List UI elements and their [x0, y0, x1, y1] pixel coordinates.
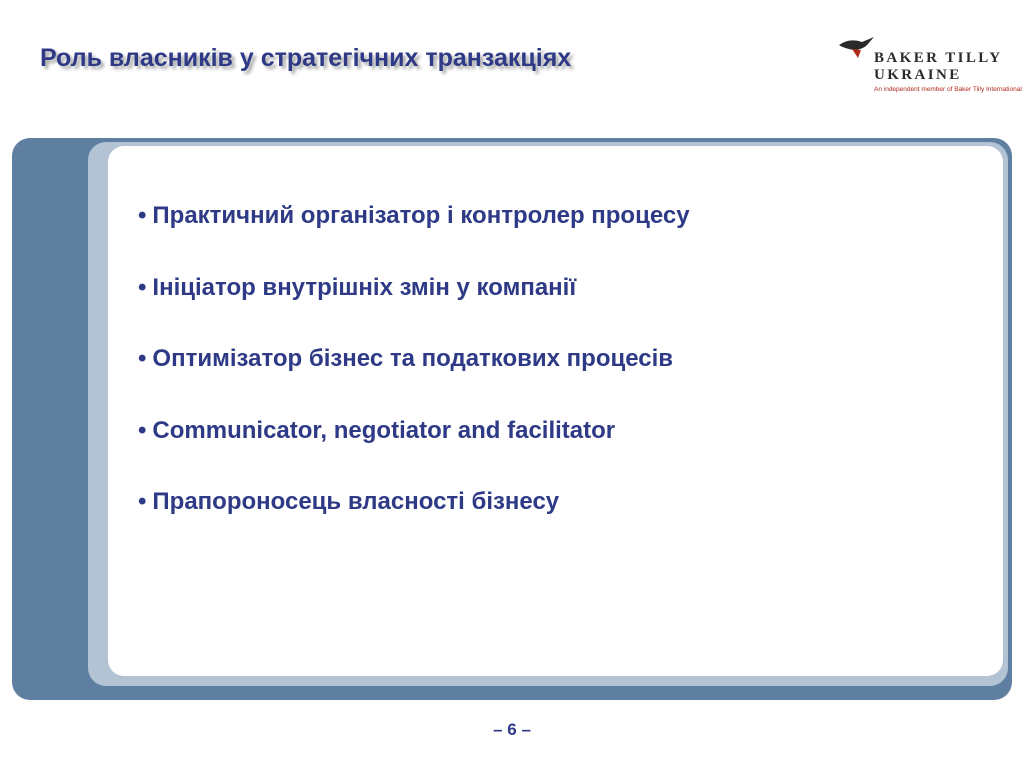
bullet-marker: • [138, 345, 147, 372]
bullet-item [138, 488, 690, 560]
bullet-item [138, 345, 690, 417]
bird-logo-icon [838, 36, 876, 62]
bullet-marker: • [138, 416, 147, 444]
logo-tagline: An independent member of Baker Tilly International [874, 86, 1022, 93]
bullet-item [138, 417, 690, 489]
bullet-text: Ініціатор внутрішніх змін у компанії [152, 273, 577, 301]
bullet-text: Оптимізатор бізнес та податкових процесів [152, 345, 674, 372]
bullet-item [138, 274, 690, 346]
bullet-text: Прапороносець власності бізнесу [152, 488, 560, 515]
slide-title: Роль власників у стратегічних транзакціях [40, 44, 572, 72]
bullet-text: Communicator, negotiator and facilitator [152, 416, 616, 444]
bullet-marker: • [138, 273, 147, 301]
bullet-item [138, 202, 690, 274]
bullet-text: Практичний організатор і контролер процесу [152, 202, 690, 229]
bullet-marker: • [138, 202, 147, 229]
logo-name-line1: BAKER TILLY [874, 50, 1003, 66]
logo-name-line2: UKRAINE [874, 67, 962, 83]
bullet-list [138, 202, 690, 560]
bullet-marker: • [138, 488, 147, 515]
page-number: – 6 – [493, 720, 531, 739]
company-logo [838, 34, 1022, 98]
